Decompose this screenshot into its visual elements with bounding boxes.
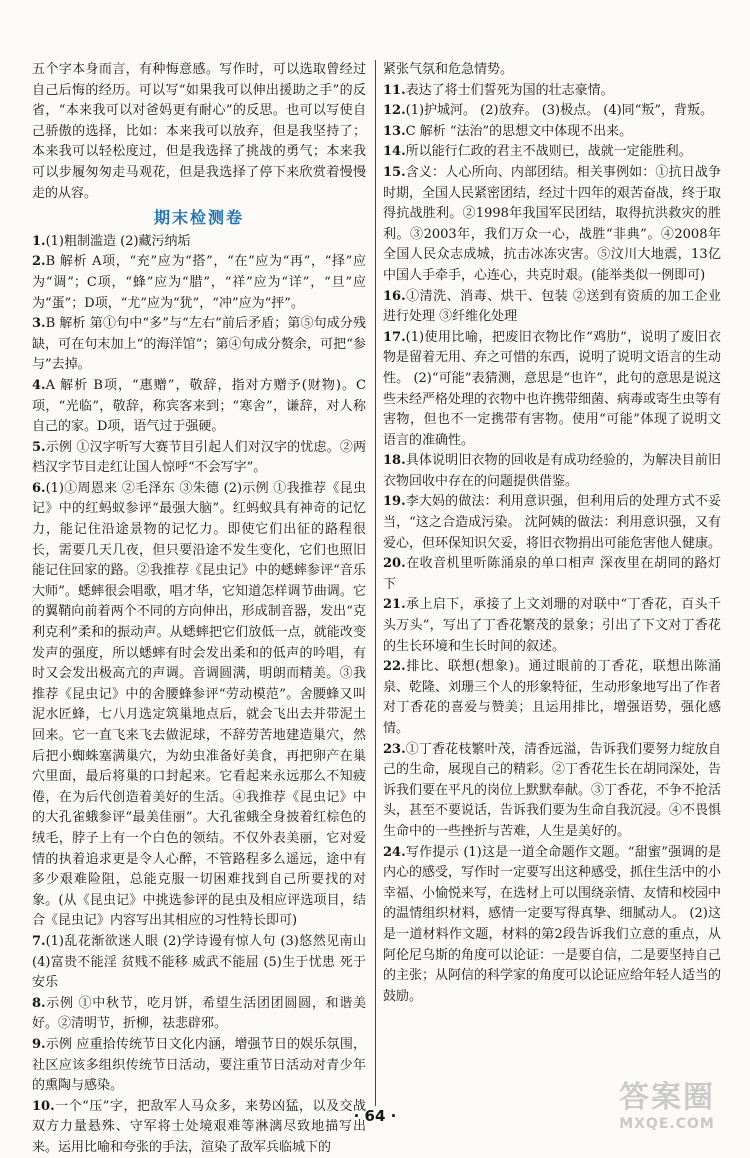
answer-item — [383, 142, 721, 163]
answer-item — [32, 252, 366, 314]
answer-text: ①清洗、消毒、烘干、包装 ②送到有资质的加工企业进行处理 ③纤维化处理 — [383, 288, 721, 325]
answer-text: 一个“压”字，把敌军人马众多，来势凶猛，以及交战双方力量悬殊、守军将士处境艰难等淋漓尽致地描写出来。运用比喻和夸张的手法，渲染了敌军兵临城下的 — [32, 1098, 366, 1155]
answer-item — [32, 60, 366, 204]
answer-text: 示例 ①中秋节，吃月饼，希望生活团团圆圆，和谐美好。②清明节，折柳，祛悲辟邪。 — [32, 995, 366, 1032]
answer-item — [383, 122, 721, 143]
answer-text: 具体说明旧衣物的回收是有成功经验的，为解决目前旧衣物回收中存在的问题提供借鉴。 — [383, 453, 721, 489]
answer-number: 21. — [383, 597, 406, 613]
answer-text: A 解析 B项，“惠赠”，敬辞，指对方赠予(财物)。C项，“光临”，敬辞，称宾客来到；“寒舍”，谦辞，对人称自己的家。D项，语气过于强硬。 — [32, 377, 366, 435]
answer-text: 五个字本身而言，有种悔意感。写作时，可以选取曾经过自己后悔的经历。可以写“如果我可以伸出援助之手”的反省，“本来我可以对爸妈更有耐心”的反思。也可以写使自己骄傲的选择，比如：本来我可以放弃，但是我坚持了；本来我可以轻松度过，但是我选择了挑战的勇气；本来我可以步履匆匆走马观花，但是我选择了停下来欣赏着慢慢走的从容。 — [32, 62, 366, 201]
answer-item — [32, 438, 366, 479]
answer-item — [383, 595, 721, 657]
answer-item — [32, 479, 366, 932]
answer-number: 16. — [383, 288, 406, 304]
answer-text: C 解析 “法治”的思想文中体现不出来。 — [405, 123, 633, 139]
left-column — [32, 60, 366, 1158]
answer-item — [383, 451, 721, 492]
answer-text: ①丁香花枝繁叶茂，清香远溢，告诉我们要努力绽放自己的生命，展现自己的精彩。②丁香花生长在胡同深处，告诉我们要在平凡的岗位上默默奉献。③丁香花，不争不抢活头，甚至不要说话，告诉我们要为生命自我沉浸。④不畏惧生命中的一些挫折与苦难，人生是美好的。 — [383, 741, 722, 839]
answer-text: (1)①周恩来 ②毛泽东 ③朱德 (2)示例 ①我推荐《昆虫记》中的红蚂蚁参评“最强大脑”。红蚂蚁具有神奇的记忆力，能记住沿途景物的记忆力。即使它们出征的路程很长，需要几天几夜，但只要沿途不发生变化，它们也照旧能记住回家的路。②我推荐《昆虫记》中的蟋蟀参评“音乐大师”。蟋蟀很会唱歌，唱才华，它知道怎样调节曲调。它的翼鞘向前着两个不同的方向伸出，形成制音器，发出“克利克利”柔和的振动声。从蟋蟀把它们放低一点，就能改变发声的强度，所以蟋蟀有时会发出柔和的低声的吟唱，有时又会发出极高亢的声调。音调圆满，明朗而精美。③我推荐《昆虫记》中的舍腰蜂参评“劳动模范”。舍腰蜂又叫泥水匠蜂，七八月选定筑巢地点后，就会飞出去并带泥土回来。它一直飞来飞去做泥球，不辞劳苦地建造巢穴，然后把小蜘蛛塞满巢穴，为幼虫准备好美食，再把卵产在巢穴里面，最后将巢的口封起来。它看起来永远那么不知疲倦，在为后代创造着美好的生活。④我推荐《昆虫记》中的大孔雀蛾参评“最美佳丽”。大孔雀蛾全身披着红棕色的绒毛，脖子上有一个白色的领结。不仅外表美丽，它对爱情的执着追求更是令人心醉，不管路程多么遥远，途中有多少艰难险阻，总能克服一切困难找到自己所要找的对象。(从《昆虫记》中挑选参评的昆虫及相应评选项目，结合《昆虫记》内容写出其相应的习性特长即可) — [32, 480, 366, 929]
answer-text: 含义：人心所向、内部团结。相关事例如：①抗日战争时期，全国人民紧密团结，经过十四年的艰苦奋战，终于取得抗战胜利。②1998年我国军民团结，取得抗洪救灾的胜利。③2003年，我们万众一心，战胜“非典”。④2008年全国人民众志成城，抗击冰冻灾害。⑤汶川大地震，13亿中国人手牵手，心连心，共克时艰。(能举类似一例即可) — [383, 164, 722, 283]
answer-item — [383, 101, 721, 122]
answer-item — [383, 328, 721, 452]
answer-item — [32, 932, 366, 994]
watermark-url: MXQE.COM — [619, 1116, 715, 1132]
answer-text: 在收音机里听陈涌泉的单口相声 深夜里在胡同的路灯下 — [383, 556, 721, 592]
section-title: 期末检测卷 — [153, 208, 244, 228]
answer-text: 表达了将士们誓死为国的壮志豪情。 — [405, 82, 614, 98]
answer-number: 20. — [383, 556, 406, 572]
column-divider — [375, 60, 376, 1106]
answer-text: (1)使用比喻，把废旧衣物比作“鸡肋”，说明了废旧衣物是留着无用、弃之可惜的东西，说明了说明文语言的生动性。 (2)“可能”表猜测，意思是“也许”，此句的意思是说这些未经严格处理的衣物中也许携带细菌、病毒或寄生虫等有害物，但也不一定携带有害物。使用“可能”体现了说明文语言的准确性。 — [383, 329, 722, 448]
answer-item — [32, 314, 366, 376]
answer-text: B 解析 第①句中“多”与“左右”前后矛盾；第⑤句成分残缺，可在句末加上“的海洋馆”；第④句成分赘余，可把“参与”去掉。 — [32, 316, 366, 373]
answer-number: 13. — [383, 123, 406, 139]
answer-item — [383, 492, 721, 554]
answer-number: 2. — [32, 254, 46, 270]
answer-number: 5. — [32, 439, 46, 455]
answer-item — [383, 163, 721, 287]
answer-number: 17. — [383, 329, 406, 345]
watermark-text: 答案圈 — [619, 1080, 715, 1115]
answer-item — [383, 740, 721, 843]
answer-text: (1)乱花渐欲迷人眼 (2)学诗谩有惊人句 (3)悠然见南山 (4)富贵不能淫 贫贱不能移 威武不能屈 (5)生于忧患 死于安乐 — [32, 933, 366, 991]
answer-number: 10. — [32, 1098, 55, 1114]
answer-number: 24. — [383, 844, 406, 860]
answer-number: 12. — [383, 103, 406, 119]
answer-number: 15. — [383, 164, 406, 180]
answer-item — [32, 232, 366, 253]
answer-text: 示例 应重拾传统节日文化内涵，增强节日的娱乐氛围，社区应该多组织传统节日活动，要注重节日活动对青少年的熏陶与感染。 — [32, 1036, 366, 1094]
answer-number: 14. — [383, 144, 406, 160]
answer-item — [32, 1035, 366, 1097]
answer-number: 22. — [383, 659, 406, 675]
answer-number: 9. — [32, 1036, 46, 1052]
answer-text: 承上启下，承接了上文刘珊的对联中“丁香花，百头千头万头”，写出了丁香花繁茂的景象；引出了下文对丁香花的生长环境和生长时间的叙述。 — [383, 597, 721, 654]
answer-text: 紧张气氛和危急情势。 — [383, 62, 514, 77]
answer-text: 李大妈的做法：利用意识强，但利用后的处理方式不妥当，“这之合造成污染。 沈阿姨的做法：利用意识强，又有爱心，但环保知识欠妥，将旧衣物捐出可能危害他人健康。 — [383, 494, 722, 551]
answer-item — [383, 287, 721, 328]
page-number: · 64 · — [353, 1107, 397, 1125]
answer-number: 4. — [32, 377, 46, 393]
answer-item — [383, 60, 721, 81]
answer-text: 所以能行仁政的君主不战则已，战就一定能胜利。 — [405, 144, 692, 160]
answer-number: 23. — [383, 741, 406, 757]
answer-number: 19. — [383, 494, 406, 510]
answer-number: 8. — [32, 995, 46, 1011]
left-intro — [32, 60, 366, 204]
answer-item — [383, 843, 721, 1008]
answer-number: 18. — [383, 453, 406, 469]
right-column — [383, 60, 721, 1007]
answer-text: 写作提示 (1)这是一道全命题作文题。“甜蜜”强调的是内心的感受，写作时一定要写出这种感受，抓住生活中的小幸福、小愉悦来写，在选材上可以围绕亲情、友情和校园中的温情组织材料，感情一定要写得真挚、细腻动人。 (2)这是一道材料作文题，材料的第2段告诉我们立意的重点，从阿伦尼乌斯的角度可以论证：一是要自信，二是要坚持自己的主张；从阿信的科学家的角度可以论证应给年轻人适当的鼓励。 — [383, 844, 722, 1004]
answer-item — [383, 554, 721, 595]
answer-text: 示例 ①汉字听写大赛节目引起人们对汉字的忧虑。②两档汉字节目走红让国人惊呼“不会写字”。 — [32, 439, 366, 476]
answer-text: (1)粗制滥造 (2)藏污纳垢 — [45, 233, 191, 249]
answer-number: 3. — [32, 316, 46, 332]
answer-item — [383, 657, 721, 739]
answer-number: 11. — [383, 82, 406, 98]
watermark-logo — [592, 1081, 742, 1139]
answer-item — [32, 376, 366, 438]
answer-number: 7. — [32, 933, 46, 949]
answer-text: (1)护城河。 (2)放弃。 (3)极点。 (4)同“叛”，背叛。 — [405, 103, 713, 119]
answer-item — [383, 81, 721, 102]
answer-number: 6. — [32, 480, 46, 496]
left-answers — [32, 232, 366, 1158]
answer-text: 排比、联想(想象)。通过眼前的丁香花，联想出陈涌泉、乾隆、刘珊三个人的形象特征，生动形象地写出了作者对丁香花的喜爱与赞美；且运用排比，增强语势，强化感情。 — [383, 659, 722, 736]
answer-text: B 解析 A项，“充”应为“搭”，“在”应为“再”，“择”应为“调”；C项，“蜂”应为“腊”，“祥”应为“详”，“旦”应为“蛋”；D项，“尤”应为“犹”，“冲”应为“抨”。 — [32, 254, 366, 311]
answer-number: 1. — [32, 233, 46, 249]
answer-item — [32, 994, 366, 1035]
